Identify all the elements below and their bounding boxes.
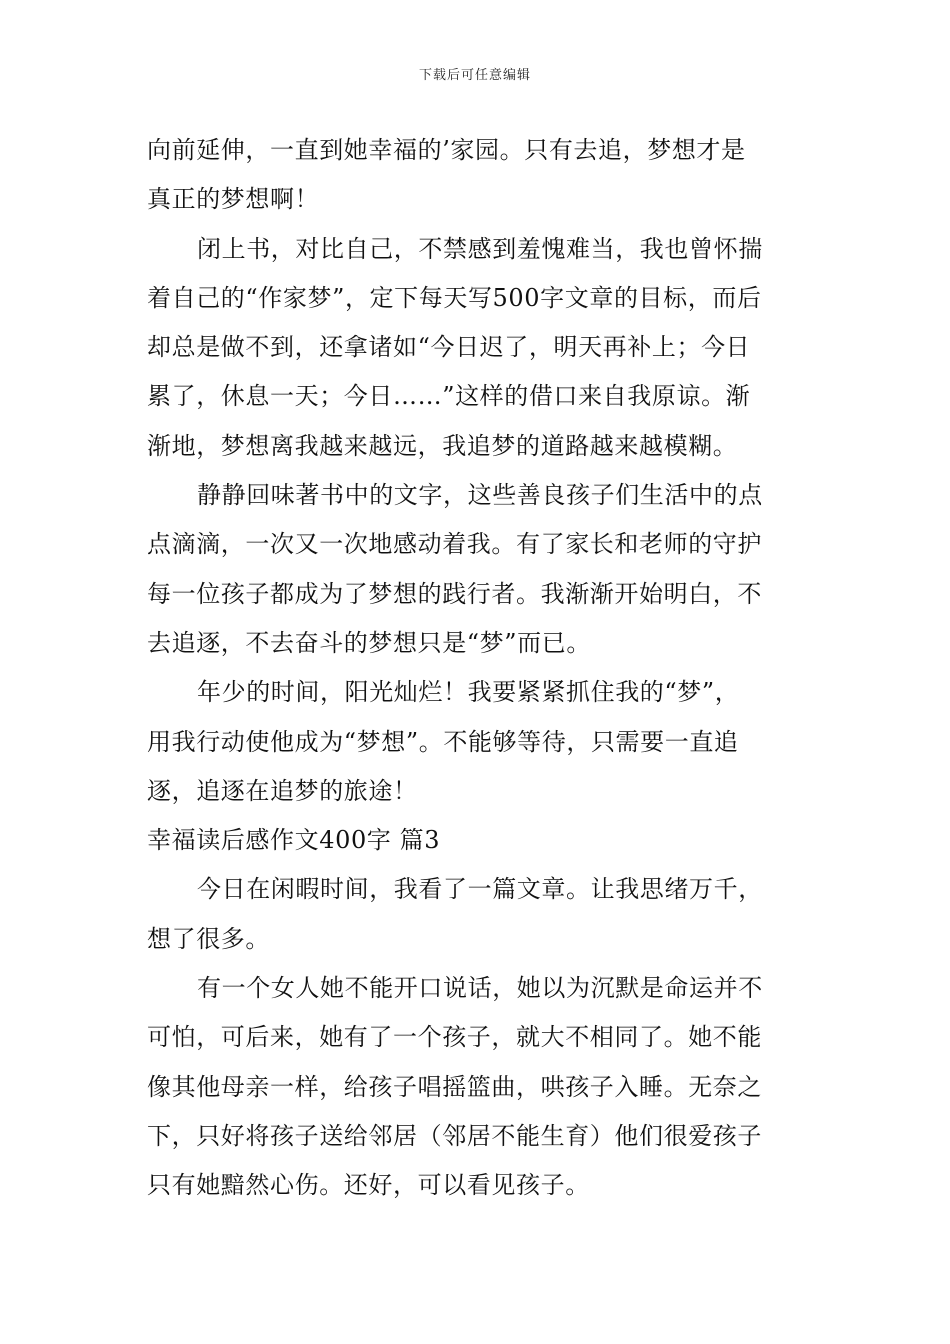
text-line: 像其他母亲一样，给孩子唱摇篮曲，哄孩子入睡。无奈之: [147, 1072, 762, 1101]
text-line: 去追逐，不去奋斗的梦想只是“梦”而已。: [147, 628, 591, 657]
text-line: 累了，休息一天；今日……”这样的借口来自我原谅。渐: [147, 382, 751, 411]
text-line: 逐，追逐在追梦的旅途！: [147, 776, 418, 805]
paragraph-start-line: 今日在闲暇时间，我看了一篇文章。让我思绪万千，: [197, 875, 763, 904]
text-line: 可怕，可后来，她有了一个孩子，就大不相同了。她不能: [147, 1023, 762, 1052]
text-line: 点滴滴，一次又一次地感动着我。有了家长和老师的守护: [147, 530, 762, 559]
text-line: 向前延伸，一直到她幸福的’家园。只有去追，梦想才是: [147, 136, 746, 164]
text-line: 渐地，梦想离我越来越远，我追梦的道路越来越模糊。: [147, 431, 738, 460]
paragraph-start-line: 闭上书，对比自己，不禁感到羞愧难当，我也曾怀揣: [197, 234, 763, 263]
section-heading: 幸福读后感作文400字 篇3: [147, 826, 441, 855]
text-line: 真正的梦想啊！: [147, 185, 320, 214]
paragraph-start-line: 年少的时间，阳光灿烂！我要紧紧抓住我的“梦”，: [197, 678, 740, 707]
paragraph-start-line: 静静回味著书中的文字，这些善良孩子们生活中的点: [197, 481, 763, 510]
text-line: 只有她黯然心伤。还好，可以看见孩子。: [147, 1171, 590, 1200]
page-header: 下载后可任意编辑: [418, 68, 531, 83]
text-line: 下，只好将孩子送给邻居（邻居不能生育）他们很爱孩子: [147, 1121, 762, 1150]
text-line: 用我行动使他成为“梦想”。不能够等待，只需要一直追: [147, 727, 739, 756]
document-body: [147, 126, 809, 1211]
text-line: 想了很多。: [147, 924, 270, 953]
text-line: 每一位孩子都成为了梦想的践行者。我渐渐开始明白，不: [147, 579, 762, 608]
text-line: 却总是做不到，还拿诸如“今日迟了，明天再补上；今日: [147, 333, 751, 362]
text-line: 着自己的“作家梦”，定下每天写500字文章的目标，而后: [147, 283, 762, 312]
paragraph-start-line: 有一个女人她不能开口说话，她以为沉默是命运并不: [197, 974, 763, 1003]
